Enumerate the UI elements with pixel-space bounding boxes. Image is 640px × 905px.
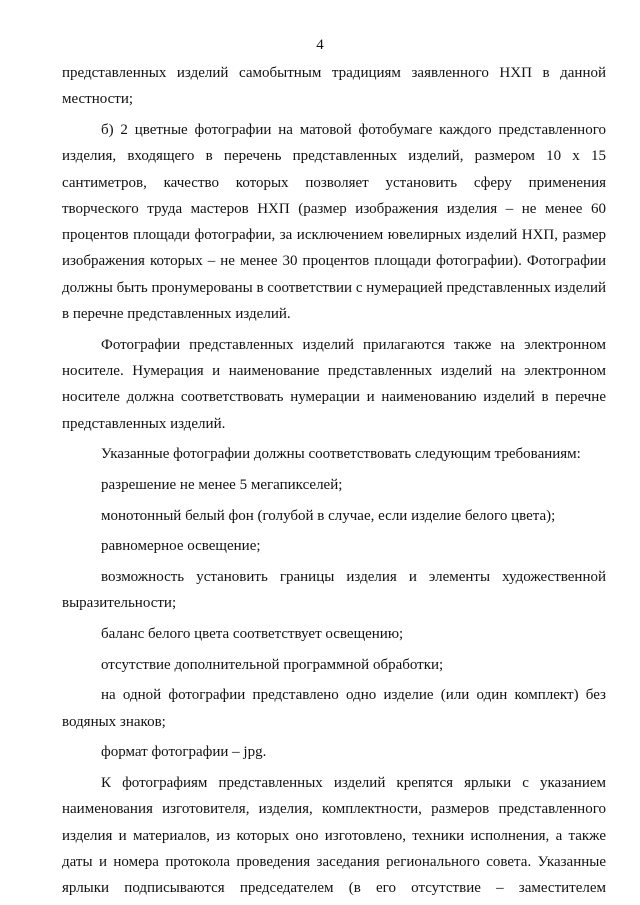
requirement-item: на одной фотографии представлено одно изделие (или один комплект) без водяных знаков;: [62, 687, 606, 730]
requirement-item: формат фотографии – jpg.: [101, 744, 267, 761]
requirement-item: равномерное освещение;: [101, 538, 261, 555]
paragraph-continuation: представленных изделий самобытным традициям заявленного НХП в данной местности;: [62, 65, 606, 108]
paragraph-photo-requirements: б) 2 цветные фотографии на матовой фотобумаге каждого представленного изделия, входящего в перечень представленных изделий, размером 10 х 15 сантиметров, качество которых позволяет установить сферу применения творческого труда мастеров НХП (размер изображения изделия – не менее 60 процентов площади фотографии, за исключением ювелирных изделий НХП, размер изображения которых – не менее 30 процентов площади фотографии). Фотографии должны быть пронумерованы в соответствии с нумерацией представленных изделий в перечне представленных изделий.: [62, 121, 606, 323]
requirement-item: монотонный белый фон (голубой в случае, если изделие белого цвета);: [101, 507, 556, 524]
paragraph-labels: К фотографиям представленных изделий крепятся ярлыки с указанием наименования изготовителя, изделия, комплектности, размеров представленного изделия и материалов, из которых оно изготовлено, техники исполнения, а также даты и номера протокола проведения заседания регионального совета. Указанные ярлыки подписываются председателем (в его отсутствие – заместителем: [62, 775, 606, 897]
requirement-item: отсутствие дополнительной программной обработки;: [101, 656, 444, 673]
document-body: [62, 60, 606, 902]
requirement-item: баланс белого цвета соответствует освещению;: [101, 626, 404, 643]
paragraph-electronic-media: Фотографии представленных изделий прилагаются также на электронном носителе. Нумерация и наименование представленных изделий на электронном носителе должна соответствовать нумерации и наименованию изделий в перечне представленных изделий.: [62, 336, 606, 432]
requirement-item: возможность установить границы изделия и элементы художественной выразительности;: [62, 569, 606, 612]
page-number: 4: [316, 37, 324, 53]
paragraph-requirements-intro: Указанные фотографии должны соответствовать следующим требованиям:: [101, 446, 581, 463]
requirement-item: разрешение не менее 5 мегапикселей;: [101, 477, 343, 494]
